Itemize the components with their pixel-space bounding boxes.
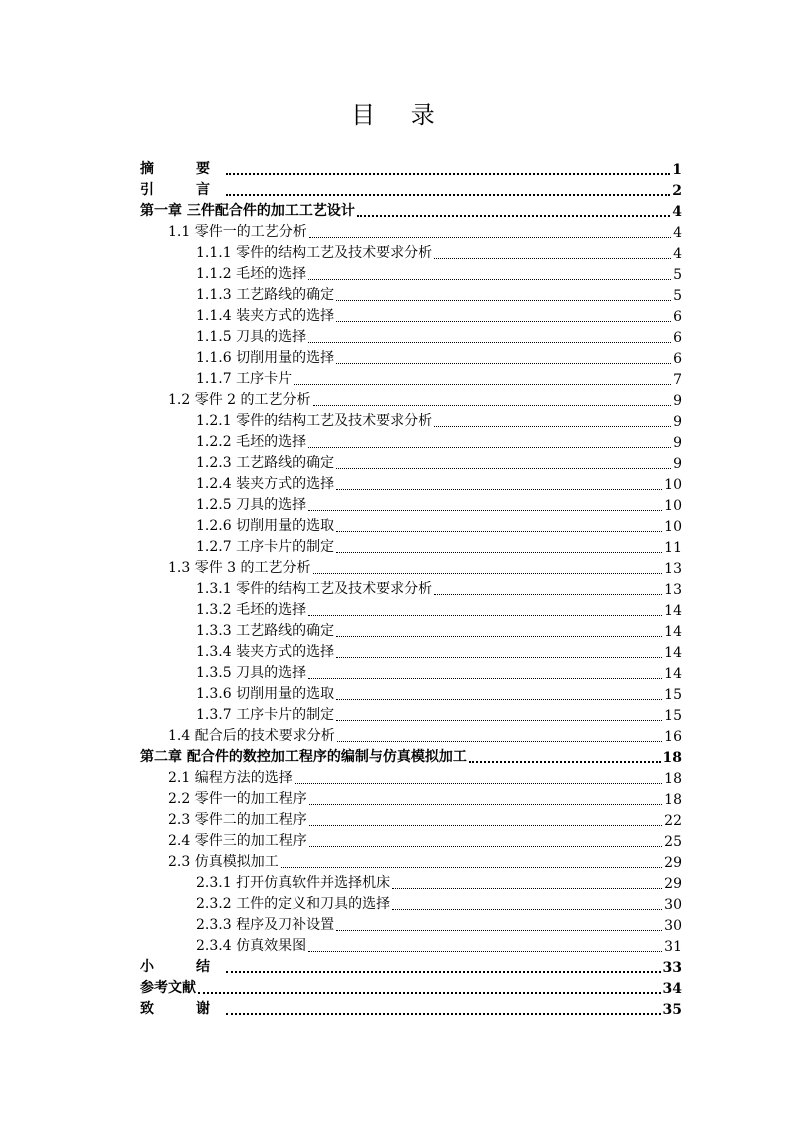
toc-entry-label: 1.1.2 毛坯的选择: [196, 266, 307, 282]
toc-entry-page: 6: [673, 351, 682, 367]
toc-entry-page: 13: [664, 582, 682, 598]
dot-leader: [434, 412, 671, 427]
toc-entry[interactable]: [140, 262, 682, 283]
toc-entry[interactable]: [140, 304, 682, 325]
toc-entry[interactable]: [140, 934, 682, 955]
dot-leader: [336, 706, 662, 721]
dot-leader: [309, 832, 662, 847]
toc-entry[interactable]: [140, 451, 682, 472]
dot-leader: [336, 643, 662, 658]
toc-entry-page: 15: [664, 708, 682, 724]
dot-leader: [336, 916, 662, 931]
toc-entry-label: 1.1.7 工序卡片: [196, 371, 293, 387]
toc-entry-label: 2.2 零件一的加工程序: [168, 791, 307, 807]
dot-leader: [309, 223, 671, 238]
dot-leader: [309, 811, 662, 826]
dot-leader: [295, 769, 662, 784]
toc-entry[interactable]: [140, 955, 682, 976]
toc-entry-label: 1.4 配合后的技术要求分析: [168, 728, 335, 744]
toc-entry-label: 1.1.3 工艺路线的确定: [196, 287, 335, 303]
toc-entry-label: 1.3.7 工序卡片的制定: [196, 707, 335, 723]
toc-entry[interactable]: [140, 325, 682, 346]
toc-entry-label: 第二章 配合件的数控加工程序的编制与仿真模拟加工: [140, 749, 467, 765]
toc-entry-page: 18: [664, 771, 682, 787]
dot-leader: [392, 874, 662, 889]
toc-entry-page: 10: [664, 519, 682, 535]
toc-entry-page: 15: [664, 687, 682, 703]
toc-entry-page: 9: [673, 456, 682, 472]
toc-entry-page: 30: [664, 918, 682, 934]
toc-entry-page: 34: [662, 981, 682, 997]
toc-entry-page: 29: [664, 855, 682, 871]
toc-entry-page: 33: [662, 960, 682, 976]
toc-entry-label: 1.2 零件 2 的工艺分析: [168, 392, 311, 408]
toc-entry-page: 35: [662, 1002, 682, 1018]
toc-entry-label: 1.1.6 切削用量的选择: [196, 350, 335, 366]
toc-entry[interactable]: [140, 808, 682, 829]
toc-entry[interactable]: [140, 724, 682, 745]
dot-leader: [336, 538, 662, 553]
toc-entry-page: 6: [673, 309, 682, 325]
toc-entry-page: 10: [664, 498, 682, 514]
toc-entry-page: 5: [673, 267, 682, 283]
toc-entry-page: 4: [673, 225, 682, 241]
toc-entry-page: 10: [664, 477, 682, 493]
toc-entry-page: 4: [672, 204, 682, 220]
toc-entry[interactable]: [140, 661, 682, 682]
toc-entry-label: 1.2.1 零件的结构工艺及技术要求分析: [196, 413, 433, 429]
dot-leader: [434, 244, 671, 259]
toc-entry-label: 2.3.1 打开仿真软件并选择机床: [196, 875, 391, 891]
table-of-contents: [140, 157, 682, 1018]
toc-entry[interactable]: [140, 178, 682, 199]
toc-entry-label: 1.3.3 工艺路线的确定: [196, 623, 335, 639]
toc-entry-page: 22: [664, 813, 682, 829]
toc-entry-label: 1.3.2 毛坯的选择: [196, 602, 307, 618]
toc-entry-label: 小 结: [140, 959, 224, 975]
toc-entry-page: 14: [664, 603, 682, 619]
toc-entry-page: 14: [664, 666, 682, 682]
dot-leader: [357, 201, 670, 217]
toc-entry[interactable]: [140, 241, 682, 262]
toc-entry-page: 16: [664, 729, 682, 745]
toc-entry-label: 1.1 零件一的工艺分析: [168, 224, 307, 240]
toc-entry-label: 1.2.6 切削用量的选取: [196, 518, 335, 534]
dot-leader: [336, 454, 671, 469]
toc-entry[interactable]: [140, 682, 682, 703]
dot-leader: [336, 307, 671, 322]
dot-leader: [469, 747, 661, 763]
toc-entry-label: 1.3.5 刀具的选择: [196, 665, 307, 681]
toc-entry[interactable]: [140, 871, 682, 892]
toc-entry-page: 30: [664, 897, 682, 913]
toc-entry-label: 1.1.1 零件的结构工艺及技术要求分析: [196, 245, 433, 261]
dot-leader: [308, 328, 671, 343]
dot-leader: [226, 957, 661, 973]
toc-entry-label: 1.1.5 刀具的选择: [196, 329, 307, 345]
toc-entry[interactable]: [140, 640, 682, 661]
toc-entry-page: 29: [664, 876, 682, 892]
toc-entry-label: 1.3.1 零件的结构工艺及技术要求分析: [196, 581, 433, 597]
toc-entry-label: 1.2.5 刀具的选择: [196, 497, 307, 513]
dot-leader: [308, 601, 662, 616]
dot-leader: [434, 580, 662, 595]
toc-entry[interactable]: [140, 430, 682, 451]
toc-entry-label: 致 谢: [140, 1001, 224, 1017]
toc-entry-page: 9: [673, 435, 682, 451]
toc-entry-page: 18: [664, 792, 682, 808]
dot-leader: [336, 517, 662, 532]
dot-leader: [336, 475, 662, 490]
dot-leader: [392, 895, 662, 910]
toc-entry[interactable]: [140, 619, 682, 640]
dot-leader: [309, 790, 662, 805]
toc-entry[interactable]: [140, 514, 682, 535]
toc-entry[interactable]: [140, 409, 682, 430]
dot-leader: [313, 391, 672, 406]
dot-leader: [336, 286, 671, 301]
dot-leader: [281, 853, 662, 868]
toc-entry-label: 2.3 仿真模拟加工: [168, 854, 279, 870]
toc-entry-label: 1.2.3 工艺路线的确定: [196, 455, 335, 471]
toc-entry[interactable]: [140, 997, 682, 1018]
toc-entry[interactable]: [140, 913, 682, 934]
toc-entry-label: 引 言: [140, 182, 224, 198]
toc-entry[interactable]: [140, 388, 682, 409]
toc-entry-page: 14: [664, 624, 682, 640]
toc-entry-label: 2.3.2 工件的定义和刀具的选择: [196, 896, 391, 912]
toc-entry[interactable]: [140, 157, 682, 178]
dot-leader: [308, 433, 671, 448]
page-title: 目 录: [351, 101, 449, 129]
toc-entry[interactable]: [140, 493, 682, 514]
toc-entry-label: 第一章 三件配合件的加工工艺设计: [140, 203, 355, 219]
toc-entry-page: 13: [664, 561, 682, 577]
toc-entry[interactable]: [140, 199, 682, 220]
toc-entry-label: 1.3.4 装夹方式的选择: [196, 644, 335, 660]
toc-entry-page: 11: [664, 540, 682, 556]
toc-entry[interactable]: [140, 892, 682, 913]
dot-leader: [226, 999, 661, 1015]
toc-entry-page: 9: [673, 393, 682, 409]
toc-entry[interactable]: [140, 703, 682, 724]
toc-entry-page: 2: [672, 183, 682, 199]
toc-entry[interactable]: [140, 787, 682, 808]
toc-entry-page: 31: [664, 939, 682, 955]
toc-entry-page: 18: [662, 750, 682, 766]
toc-entry-label: 2.3.3 程序及刀补设置: [196, 917, 335, 933]
toc-entry-label: 1.2.2 毛坯的选择: [196, 434, 307, 450]
toc-entry-label: 2.1 编程方法的选择: [168, 770, 293, 786]
dot-leader: [308, 496, 662, 511]
dot-leader: [336, 622, 662, 637]
dot-leader: [336, 349, 671, 364]
toc-entry[interactable]: [140, 829, 682, 850]
toc-entry[interactable]: [140, 598, 682, 619]
toc-entry[interactable]: [140, 472, 682, 493]
toc-entry[interactable]: [140, 367, 682, 388]
toc-entry[interactable]: [140, 556, 682, 577]
dot-leader: [313, 559, 663, 574]
toc-entry[interactable]: [140, 976, 682, 997]
toc-entry-page: 4: [673, 246, 682, 262]
toc-entry-label: 1.3.6 切削用量的选取: [196, 686, 335, 702]
toc-entry-label: 2.4 零件三的加工程序: [168, 833, 307, 849]
toc-entry-page: 1: [672, 162, 682, 178]
dot-leader: [294, 370, 671, 385]
toc-entry[interactable]: [140, 283, 682, 304]
toc-entry-page: 7: [673, 372, 682, 388]
dot-leader: [226, 180, 670, 196]
dot-leader: [308, 664, 662, 679]
toc-entry-page: 14: [664, 645, 682, 661]
toc-entry-label: 参考文献: [140, 980, 196, 996]
toc-entry-page: 6: [673, 330, 682, 346]
dot-leader: [336, 685, 662, 700]
toc-entry[interactable]: [140, 346, 682, 367]
toc-entry-label: 1.3 零件 3 的工艺分析: [168, 560, 311, 576]
toc-entry[interactable]: [140, 745, 682, 766]
toc-entry-label: 2.3 零件二的加工程序: [168, 812, 307, 828]
toc-entry-label: 1.2.4 装夹方式的选择: [196, 476, 335, 492]
toc-entry[interactable]: [140, 535, 682, 556]
toc-entry-label: 摘 要: [140, 161, 224, 177]
toc-entry-page: 5: [673, 288, 682, 304]
dot-leader: [308, 265, 671, 280]
toc-entry-label: 1.2.7 工序卡片的制定: [196, 539, 335, 555]
toc-entry-page: 9: [673, 414, 682, 430]
toc-entry[interactable]: [140, 850, 682, 871]
toc-entry-label: 2.3.4 仿真效果图: [196, 938, 307, 954]
dot-leader: [198, 978, 661, 994]
toc-entry-page: 25: [664, 834, 682, 850]
dot-leader: [226, 159, 670, 175]
toc-entry-label: 1.1.4 装夹方式的选择: [196, 308, 335, 324]
toc-entry[interactable]: [140, 766, 682, 787]
toc-entry[interactable]: [140, 220, 682, 241]
toc-entry[interactable]: [140, 577, 682, 598]
dot-leader: [308, 937, 662, 952]
dot-leader: [337, 727, 662, 742]
